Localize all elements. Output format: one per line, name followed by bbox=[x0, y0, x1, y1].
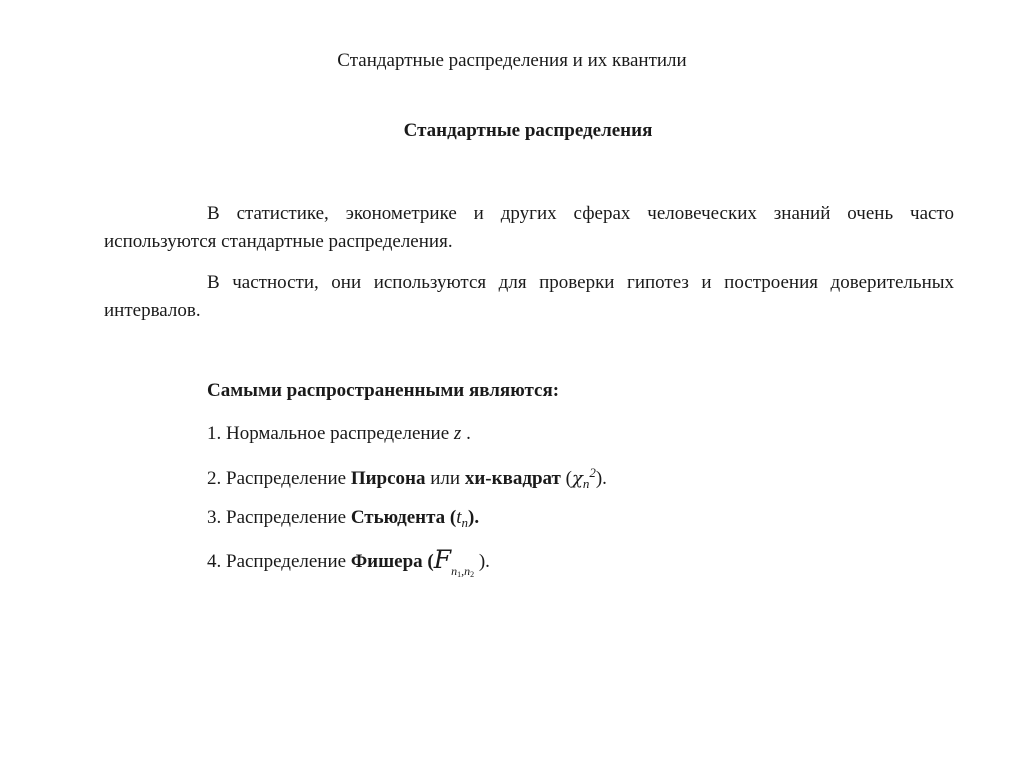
open-paren: ( bbox=[565, 468, 572, 489]
item-prefix: 1. Нормальное распределение bbox=[207, 423, 450, 444]
list-item-fisher bbox=[207, 545, 490, 579]
section-heading: Стандартные распределения bbox=[403, 120, 653, 141]
f-subscript-comma: , bbox=[461, 564, 465, 578]
open-paren: ( bbox=[427, 551, 434, 572]
z-symbol: z bbox=[453, 423, 462, 444]
close-paren: ). bbox=[468, 507, 480, 528]
paragraph-2: В частности, они используются для проверки гипотез и построения доверительных интервалов. bbox=[104, 272, 954, 321]
list-heading: Самыми распространенными являются: bbox=[207, 380, 560, 401]
item-prefix: 4. Распределение bbox=[207, 551, 347, 572]
document-title: Стандартные распределения и их квантили bbox=[337, 50, 687, 71]
t-subscript: n bbox=[461, 515, 469, 530]
item-suffix: . bbox=[466, 423, 471, 444]
t-symbol: t bbox=[456, 507, 462, 528]
list-item-normal bbox=[207, 423, 471, 445]
chi-subscript: n bbox=[582, 476, 590, 491]
paragraph-1: В статистике, эконометрике и других сферах человеческих знаний очень часто используются стандартные распределения. bbox=[104, 203, 954, 252]
open-paren: ( bbox=[449, 507, 457, 528]
f-subscript-b-index: 2 bbox=[470, 570, 475, 579]
list-item-student bbox=[207, 507, 479, 531]
close-paren: ). bbox=[478, 551, 490, 572]
list-item-pearson bbox=[207, 465, 607, 492]
close-paren: ). bbox=[595, 468, 607, 489]
f-symbol: F bbox=[433, 545, 452, 574]
student-name: Стьюдента bbox=[350, 507, 446, 528]
fisher-name: Фишера bbox=[350, 551, 423, 572]
or-word: или bbox=[430, 468, 461, 489]
f-subscript-a: n bbox=[451, 564, 458, 578]
chi-superscript: 2 bbox=[589, 465, 596, 480]
f-subscript-b: n bbox=[464, 564, 471, 578]
chi-symbol: χ bbox=[571, 468, 583, 489]
item-prefix: 2. Распределение bbox=[207, 468, 347, 489]
item-prefix: 3. Распределение bbox=[207, 507, 347, 528]
f-subscript-a-index: 1 bbox=[457, 570, 462, 579]
pearson-name: Пирсона bbox=[350, 468, 426, 489]
chi-square-name: хи-квадрат bbox=[464, 468, 561, 489]
